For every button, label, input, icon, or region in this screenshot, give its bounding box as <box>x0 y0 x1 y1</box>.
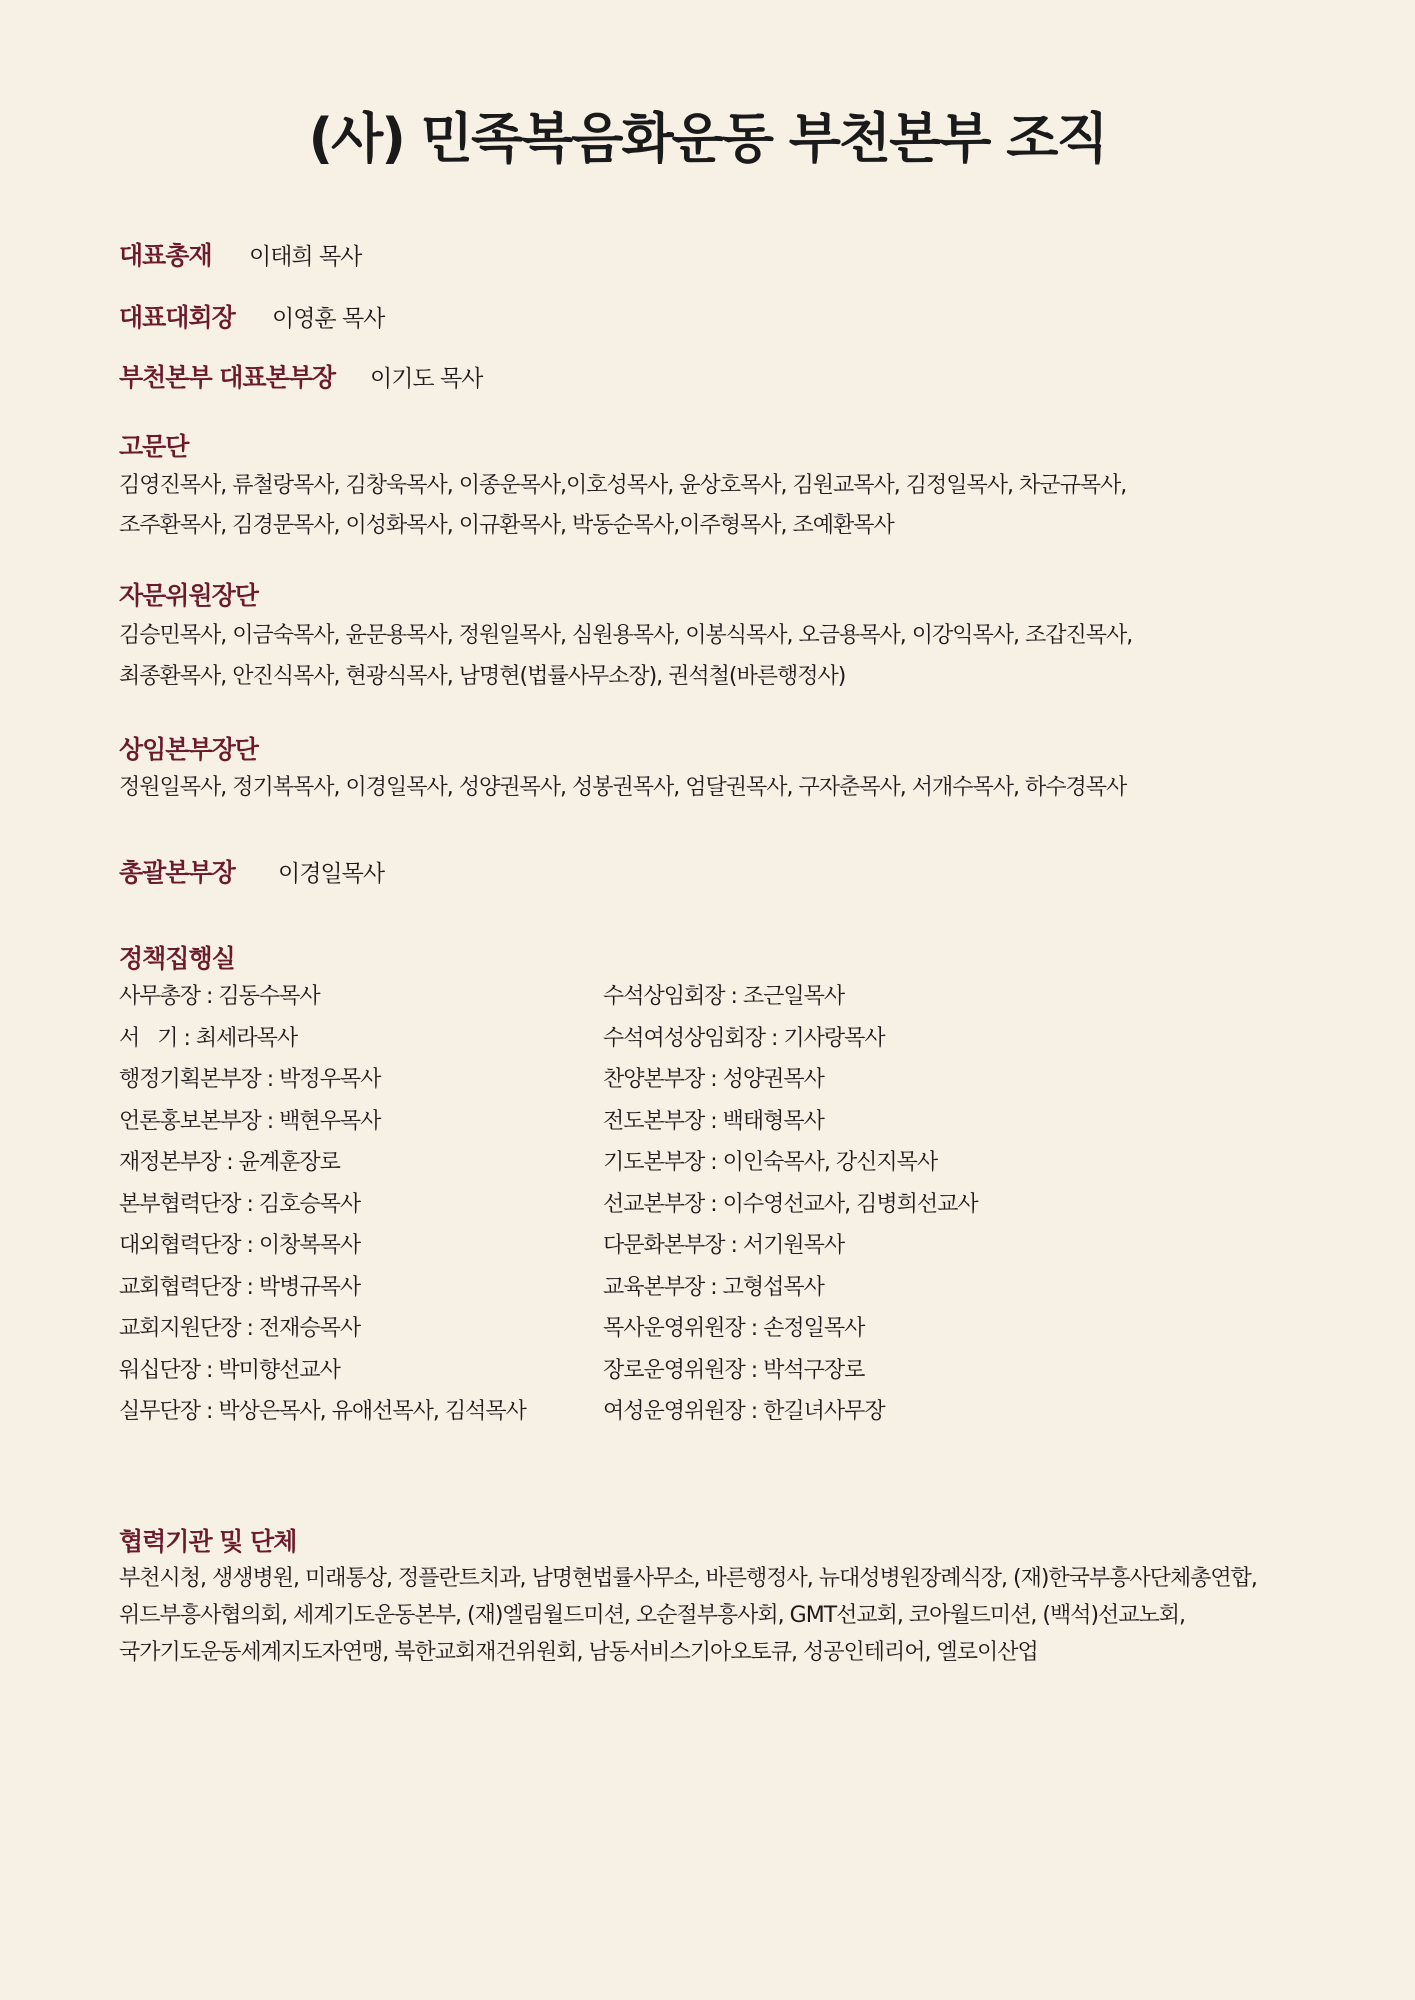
advisors-line: 김영진목사, 류철랑목사, 김창욱목사, 이종운목사,이호성목사, 윤상호목사, 김원교목사, 김정일목사, 차군규목사, <box>119 473 1127 498</box>
policy-heading: 정책집행실 <box>119 944 235 973</box>
advisors-heading: 고문단 <box>119 432 189 461</box>
policy-item: 수석상임회장 : 조근일목사 <box>603 984 845 1009</box>
consultants-line: 최종환목사, 안진식목사, 현광식목사, 남명현(법률사무소장), 권석철(바른행정사) <box>119 664 846 689</box>
partners-line: 국가기도운동세계지도자연맹, 북한교회재건위원회, 남동서비스기아오토큐, 성공인테리어, 엘로이산업 <box>119 1640 1038 1665</box>
consultants-line: 김승민목사, 이금숙목사, 윤문용목사, 정원일목사, 심원용목사, 이봉식목사, 오금용목사, 이강익목사, 조갑진목사, <box>119 623 1133 648</box>
leader-name-chairman: 이영훈 목사 <box>272 306 385 332</box>
policy-item: 다문화본부장 : 서기원목사 <box>603 1233 845 1258</box>
policy-item: 여성운영위원장 : 한길녀사무장 <box>603 1399 885 1424</box>
policy-item: 목사운영위원장 : 손정일목사 <box>603 1316 865 1341</box>
policy-item: 선교본부장 : 이수영선교사, 김병희선교사 <box>603 1191 978 1217</box>
policy-item: 장로운영위원장 : 박석구장로 <box>603 1357 865 1383</box>
policy-item: 언론홍보본부장 : 백현우목사 <box>119 1108 381 1134</box>
general-role: 총괄본부장 <box>119 858 235 887</box>
leader-role-chairman: 대표대회장 <box>119 303 235 332</box>
partners-line: 위드부흥사협의회, 세계기도운동본부, (재)엘림월드미션, 오순절부흥사회, GMT선교회, 코아월드미션, (백석)선교노회, <box>119 1603 1186 1628</box>
leader-name-director: 이기도 목사 <box>370 366 483 392</box>
leader-role-president: 대표총재 <box>119 241 212 270</box>
policy-item: 수석여성상임회장 : 기사랑목사 <box>603 1025 885 1051</box>
standing-line: 정원일목사, 정기복목사, 이경일목사, 성양권목사, 성봉권목사, 엄달권목사, 구자춘목사, 서개수목사, 하수경목사 <box>119 775 1127 800</box>
consultants-heading: 자문위원장단 <box>119 581 258 610</box>
page-title: (사) 민족복음화운동 부천본부 조직 <box>308 107 1107 170</box>
policy-left-column <box>119 976 526 1433</box>
policy-item: 대외협력단장 : 이창복목사 <box>119 1233 361 1258</box>
partners-line: 부천시청, 생생병원, 미래통상, 정플란트치과, 남명현법률사무소, 바른행정사, 뉴대성병원장례식장, (재)한국부흥사단체총연합, <box>119 1566 1257 1591</box>
policy-item: 사무총장 : 김동수목사 <box>119 984 320 1009</box>
policy-item: 기도본부장 : 이인숙목사, 강신지목사 <box>603 1150 938 1175</box>
policy-right-column <box>603 976 978 1433</box>
policy-item: 교육본부장 : 고형섭목사 <box>603 1274 824 1300</box>
policy-item: 교회지원단장 : 전재승목사 <box>119 1316 361 1341</box>
policy-item: 행정기획본부장 : 박정우목사 <box>119 1067 381 1092</box>
policy-item: 본부협력단장 : 김호승목사 <box>119 1191 361 1217</box>
general-name: 이경일목사 <box>278 861 385 887</box>
advisors-line: 조주환목사, 김경문목사, 이성화목사, 이규환목사, 박동순목사,이주형목사, 조예환목사 <box>119 513 894 538</box>
policy-item: 재정본부장 : 윤계훈장로 <box>119 1150 340 1175</box>
policy-item: 서 기 : 최세라목사 <box>119 1025 298 1051</box>
policy-item: 실무단장 : 박상은목사, 유애선목사, 김석목사 <box>119 1399 526 1424</box>
partners-heading: 협력기관 및 단체 <box>119 1527 297 1556</box>
policy-item: 전도본부장 : 백태형목사 <box>603 1108 824 1134</box>
standing-heading: 상임본부장단 <box>119 735 258 764</box>
policy-item: 워십단장 : 박미향선교사 <box>119 1357 340 1383</box>
leader-role-director: 부천본부 대표본부장 <box>119 363 336 392</box>
policy-item: 찬양본부장 : 성양권목사 <box>603 1067 824 1092</box>
leader-name-president: 이태희 목사 <box>249 244 362 270</box>
policy-item: 교회협력단장 : 박병규목사 <box>119 1274 361 1300</box>
